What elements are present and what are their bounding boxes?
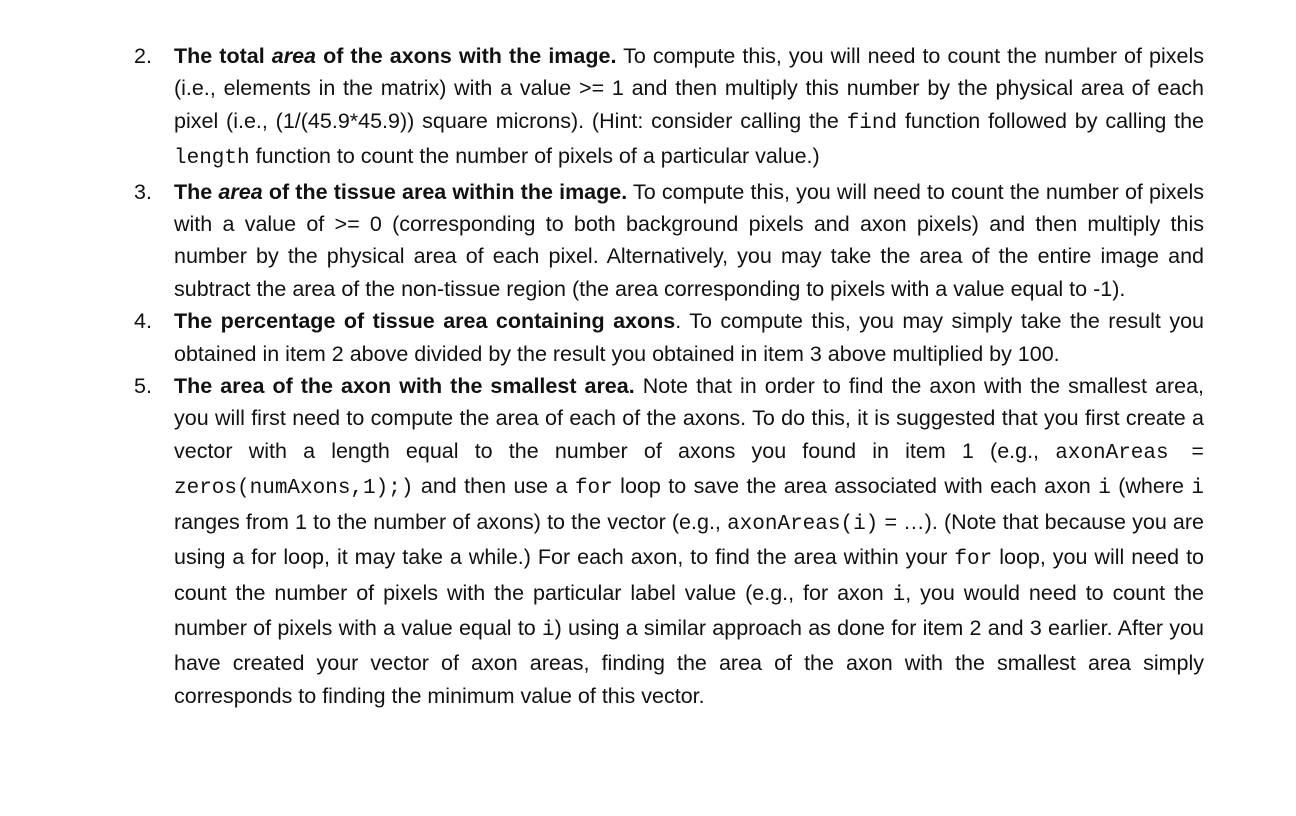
item-heading: The total area of the axons with the image. <box>174 44 617 68</box>
list-item-3 <box>134 176 1204 306</box>
item-heading: The percentage of tissue area containing axons <box>174 309 676 334</box>
instruction-list <box>134 40 1204 712</box>
code-for: for <box>574 477 613 501</box>
list-item-2 <box>134 40 1204 176</box>
code-i: i <box>1098 477 1111 501</box>
item-number: 4. <box>134 309 152 334</box>
item-number: 3. <box>134 179 152 204</box>
item-number: 2. <box>134 44 152 68</box>
code-i: i <box>892 583 906 607</box>
item-text: The total area of the axons with the image. To compute this, you will need to count the number of pixels (i.e., elements in the matrix) with a value >= 1 and then multiply this number by the physical area of each pixel (i.e., (1/(45.9*45.9)) square microns). (Hint: consider calling the find function followed by calling the length function to count the number of pixels of a particular value.) <box>174 44 1205 171</box>
list-item-4 <box>134 305 1204 370</box>
item-text: The percentage of tissue area containing axons. To compute this, you may simply take the result you obtained in item 2 above divided by the result you obtained in item 3 above multiplied by 100. <box>174 309 1204 366</box>
item-text: The area of the axon with the smallest area. Note that in order to find the axon with the smallest area, you will first need to compute the area of each of the axons. To do this, it is suggested that you first create a vector with a length equal to the number of axons you found in item 1 (e.g., axonAreas = zeros(numAxons,1);) and then use a for loop to save the area associated with each axon i (where i ranges from 1 to the number of axons) to the vector (e.g., axonAreas(i) = …). (Note that because you are using a for loop, it may take a while.) For each axon, to find the area within your for loop, you will need to count the number of pixels with the particular label value (e.g., for axon i, you would need to count the number of pixels with a value equal to i) using a similar approach as done for item 2 and 3 earlier. After you have created your vector of axon areas, finding the area of the axon with the smallest area simply corresponds to finding the minimum value of this vector. <box>174 374 1205 708</box>
list-item-5 <box>134 370 1204 712</box>
code-for: for <box>954 548 993 572</box>
code-length: length <box>174 147 250 171</box>
code-i: i <box>542 618 555 642</box>
code-axonareas-zeros: axonAreas = zeros(numAxons,1);) <box>174 441 1204 501</box>
code-i: i <box>1191 477 1204 501</box>
item-heading: The area of the axon with the smallest area. <box>174 374 635 399</box>
item-number: 5. <box>134 374 152 399</box>
item-text: The area of the tissue area within the image. To compute this, you will need to count the number of pixels with a value of >= 0 (corresponding to both background pixels and axon pixels) and then multiply this number by the physical area of each pixel. Alternatively, you may take the area of the entire image and subtract the area of the non-tissue region (the area corresponding to pixels with a value equal to -1). <box>174 179 1205 301</box>
item-heading: The area of the tissue area within the image. <box>174 179 628 204</box>
code-find: find <box>846 111 898 135</box>
code-axonareas-i: axonAreas(i) <box>727 512 879 536</box>
